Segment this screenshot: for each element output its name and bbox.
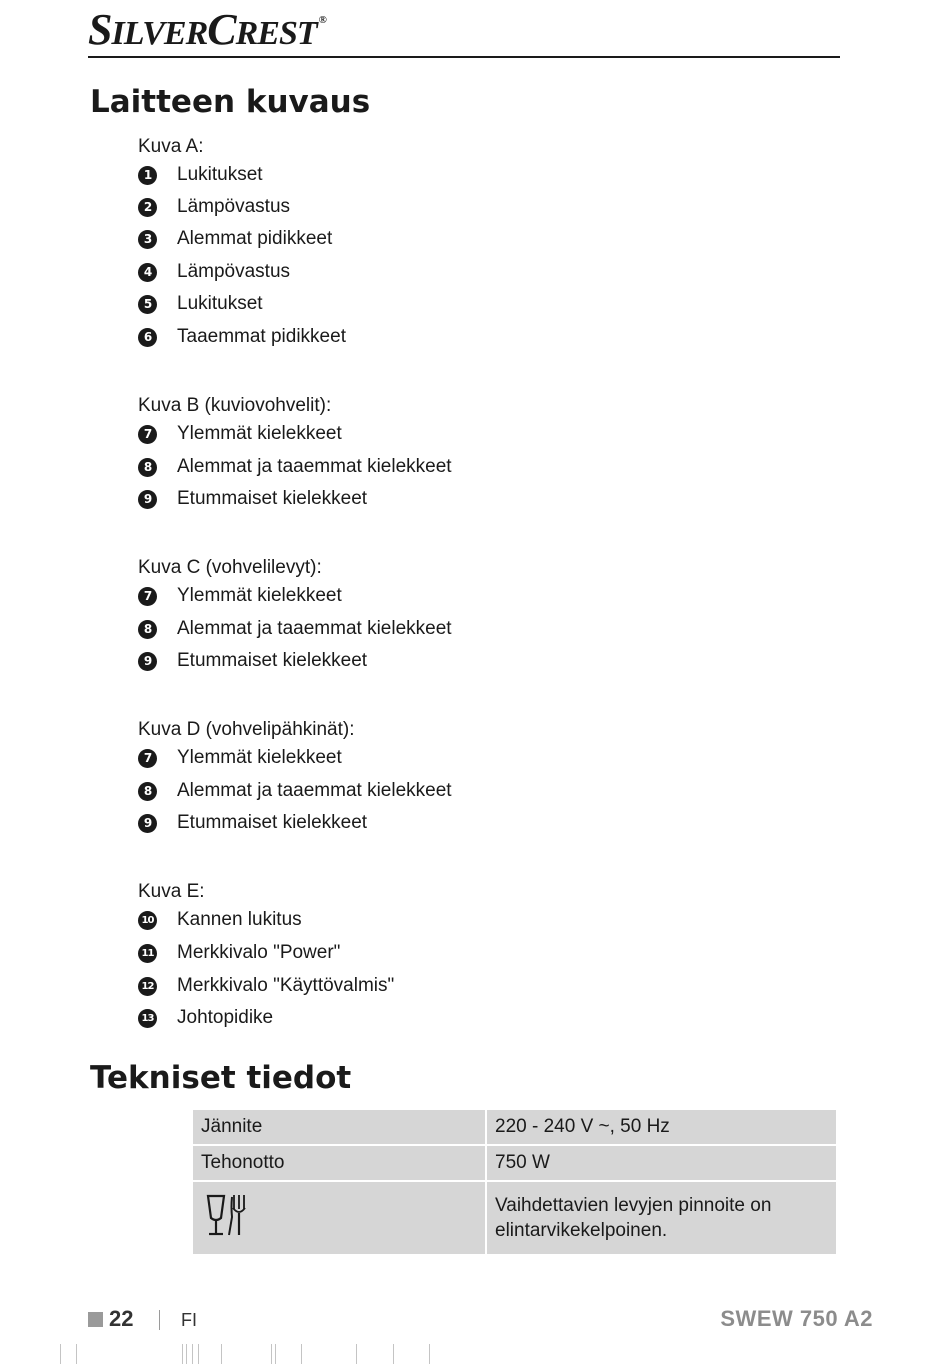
list-item (138, 226, 332, 252)
list-item (138, 162, 263, 188)
table-row (193, 1110, 836, 1144)
footer-square (88, 1312, 103, 1327)
number-badge: 9 (138, 814, 157, 833)
group-label-d: Kuva D (vohvelipähkinät): (138, 719, 355, 740)
model-name: SWEW 750 A2 (720, 1306, 873, 1331)
list-item (138, 1005, 273, 1031)
number-badge: 2 (138, 198, 157, 217)
table-row (193, 1146, 836, 1180)
list-item (138, 745, 342, 771)
item-text: Johtopidike (177, 1007, 274, 1028)
item-text: Lukitukset (177, 293, 263, 314)
number-badge: 7 (138, 749, 157, 768)
food-safe-icon (205, 1191, 249, 1246)
spec-value: 220 - 240 V ~, 50 Hz (487, 1110, 836, 1144)
item-text: Lukitukset (177, 164, 263, 185)
header-rule (88, 56, 840, 58)
list-item (138, 259, 290, 285)
spec-key-icon-cell (193, 1182, 485, 1254)
section-title-description: Laitteen kuvaus (90, 84, 371, 120)
item-text: Taaemmat pidikkeet (177, 326, 346, 347)
number-badge: 8 (138, 782, 157, 801)
item-text: Alemmat ja taaemmat kielekkeet (177, 780, 452, 801)
item-text: Etummaiset kielekkeet (177, 650, 368, 671)
item-text: Alemmat ja taaemmat kielekkeet (177, 456, 452, 477)
item-text: Etummaiset kielekkeet (177, 812, 368, 833)
number-badge: 8 (138, 458, 157, 477)
spec-value: 750 W (487, 1146, 836, 1180)
item-text: Ylemmät kielekkeet (177, 747, 342, 768)
list-item (138, 486, 367, 512)
number-badge: 4 (138, 263, 157, 282)
number-badge: 8 (138, 620, 157, 639)
list-item (138, 194, 290, 220)
print-marks (55, 1344, 455, 1366)
list-item (138, 583, 342, 609)
number-badge: 7 (138, 425, 157, 444)
table-row (193, 1182, 836, 1254)
spec-table (191, 1108, 838, 1256)
group-label-b: Kuva B (kuviovohvelit): (138, 395, 332, 416)
number-badge: 5 (138, 295, 157, 314)
list-item (138, 648, 367, 674)
number-badge: 9 (138, 652, 157, 671)
number-badge: 11 (138, 944, 157, 963)
number-badge: 6 (138, 328, 157, 347)
number-badge: 9 (138, 490, 157, 509)
footer-separator (159, 1310, 160, 1330)
group-label-a: Kuva A: (138, 136, 204, 157)
brand-logo: SILVERCREST ® (88, 5, 326, 54)
number-badge: 10 (138, 911, 157, 930)
list-item (138, 940, 340, 966)
spec-key: Jännite (193, 1110, 485, 1144)
number-badge: 12 (138, 977, 157, 996)
list-item (138, 778, 452, 804)
list-item (138, 907, 302, 933)
item-text: Merkkivalo "Käyttövalmis" (177, 975, 395, 996)
list-item (138, 421, 342, 447)
list-item (138, 454, 452, 480)
language-code: FI (181, 1310, 197, 1330)
list-item (138, 973, 394, 999)
item-text: Merkkivalo "Power" (177, 942, 341, 963)
item-text: Lämpövastus (177, 261, 291, 282)
number-badge: 13 (138, 1009, 157, 1028)
item-text: Alemmat ja taaemmat kielekkeet (177, 618, 452, 639)
page-number: 22 (109, 1306, 134, 1331)
spec-key: Tehonotto (193, 1146, 485, 1180)
item-text: Ylemmät kielekkeet (177, 585, 342, 606)
item-text: Kannen lukitus (177, 909, 302, 930)
list-item (138, 324, 346, 350)
item-text: Etummaiset kielekkeet (177, 488, 368, 509)
group-label-c: Kuva C (vohvelilevyt): (138, 557, 322, 578)
item-text: Lämpövastus (177, 196, 291, 217)
number-badge: 1 (138, 166, 157, 185)
section-title-tech: Tekniset tiedot (90, 1060, 352, 1096)
group-label-e: Kuva E: (138, 881, 205, 902)
number-badge: 3 (138, 230, 157, 249)
spec-value: Vaihdettavien levyjen pinnoite on elintarvikekelpoinen. (487, 1182, 836, 1254)
number-badge: 7 (138, 587, 157, 606)
item-text: Ylemmät kielekkeet (177, 423, 342, 444)
item-text: Alemmat pidikkeet (177, 228, 333, 249)
list-item (138, 291, 263, 317)
list-item (138, 616, 452, 642)
list-item (138, 810, 367, 836)
